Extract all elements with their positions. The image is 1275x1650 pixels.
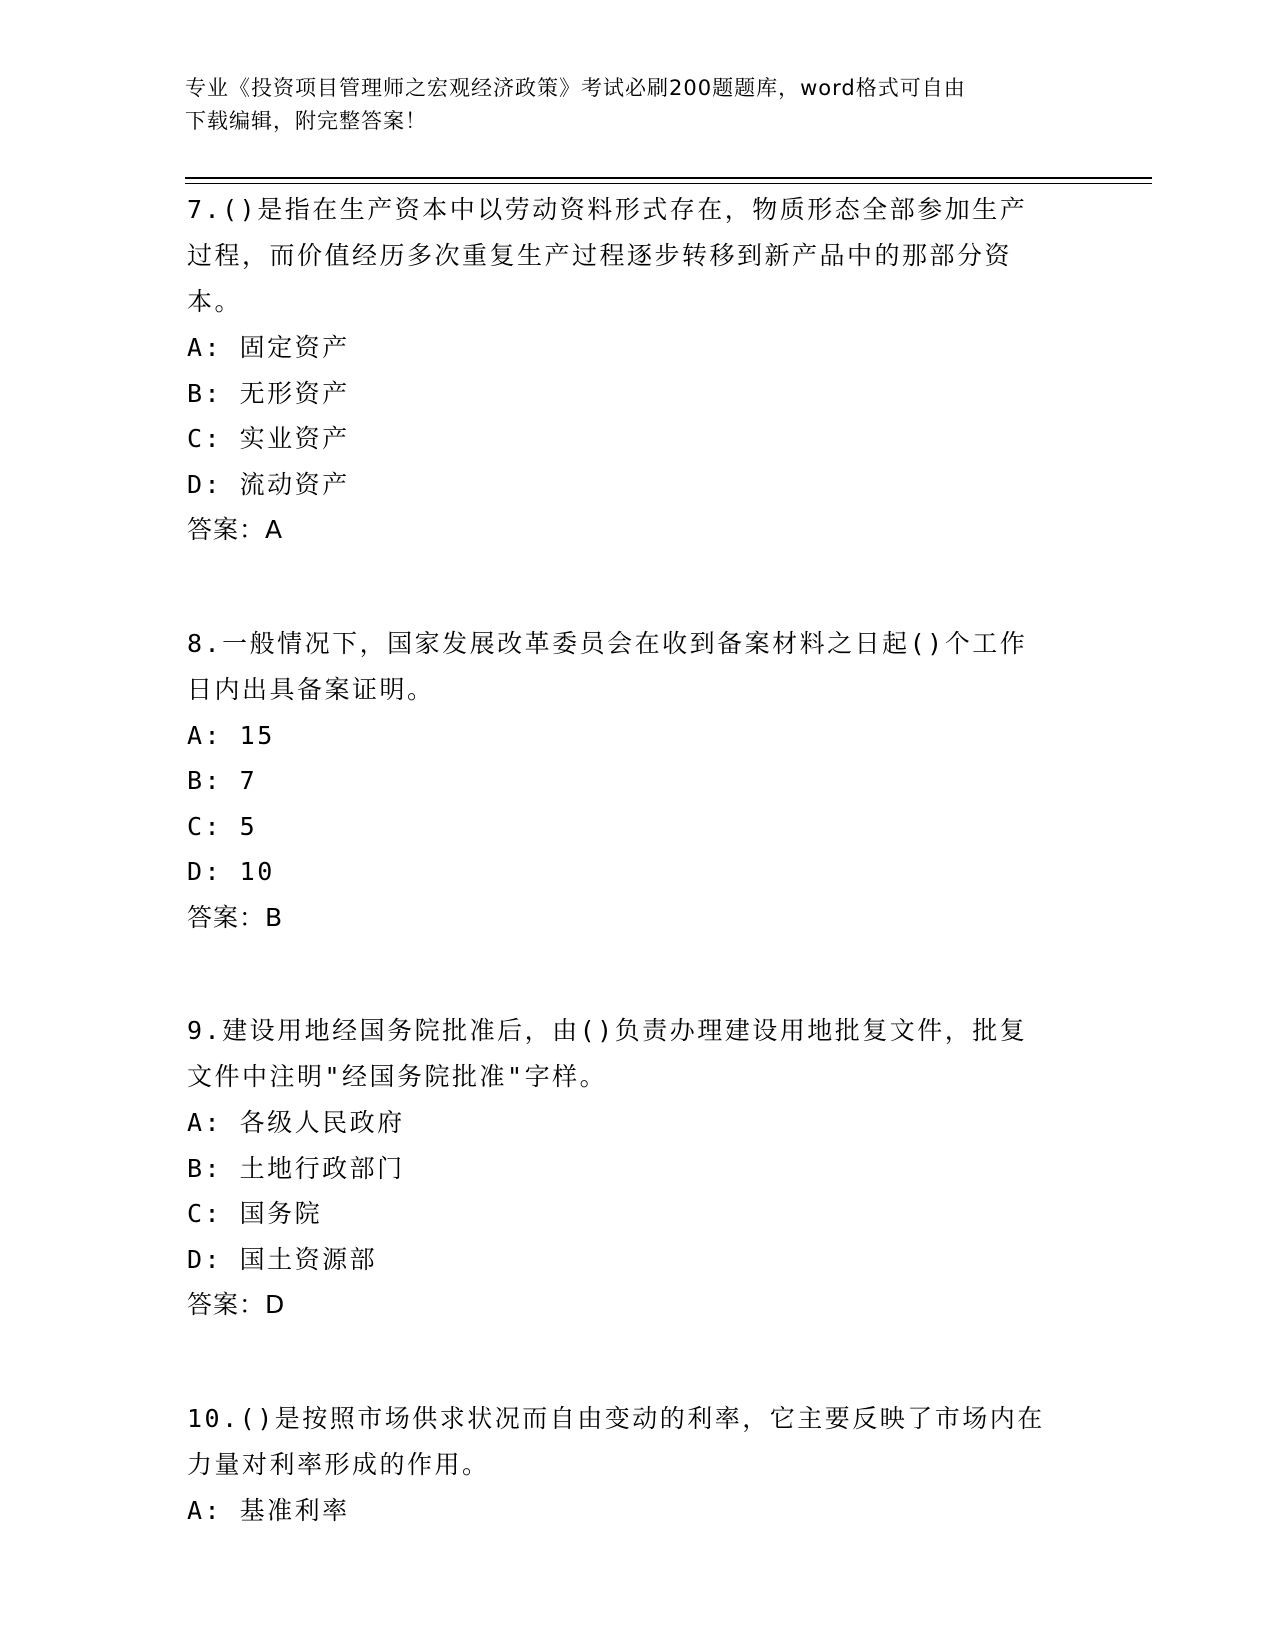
question-stem bbox=[187, 187, 1087, 325]
header-intro-line-2: 下载编辑，附完整答案！ bbox=[185, 109, 427, 133]
stem-line: 本。 bbox=[187, 287, 243, 316]
stem-line: 过程，而价值经历多次重复生产过程逐步转移到新产品中的那部分资 bbox=[187, 241, 1013, 270]
option-b: B: 7 bbox=[187, 766, 258, 795]
question-9 bbox=[187, 1008, 1087, 1328]
stem-line: 7.()是指在生产资本中以劳动资料形式存在，物质形态全部参加生产 bbox=[187, 195, 1028, 224]
option-a: A: 各级人民政府 bbox=[187, 1108, 405, 1137]
header-divider-thin bbox=[185, 183, 1152, 184]
answer-line: 答案：A bbox=[187, 515, 284, 544]
option-d: D: 流动资产 bbox=[187, 469, 350, 499]
answer-line: 答案：D bbox=[187, 1290, 286, 1319]
option-a: A: 基准利率 bbox=[187, 1495, 350, 1525]
option-a: A: 固定资产 bbox=[187, 333, 350, 362]
option-c: C: 国务院 bbox=[187, 1199, 323, 1228]
option-c: C: 5 bbox=[187, 811, 258, 841]
header-intro-line-1: 专业《投资项目管理师之宏观经济政策》考试必刷200题题库，word格式可自由 bbox=[185, 76, 966, 100]
question-stem bbox=[187, 1396, 1087, 1488]
question-stem bbox=[187, 1008, 1087, 1100]
question-8 bbox=[187, 621, 1087, 941]
question-list bbox=[187, 187, 1087, 1533]
question-10 bbox=[187, 1396, 1087, 1534]
option-b: B: 土地行政部门 bbox=[187, 1153, 405, 1183]
option-b: B: 无形资产 bbox=[187, 378, 350, 408]
option-d: D: 国土资源部 bbox=[187, 1244, 378, 1274]
stem-line: 日内出具备案证明。 bbox=[187, 674, 435, 704]
option-a: A: 15 bbox=[187, 720, 275, 750]
question-stem bbox=[187, 621, 1087, 713]
stem-line: 文件中注明"经国务院批准"字样。 bbox=[187, 1062, 608, 1091]
option-d: D: 10 bbox=[187, 857, 275, 886]
answer-line: 答案：B bbox=[187, 902, 284, 932]
stem-line: 10.()是按照市场供求状况而自由变动的利率，它主要反映了市场内在 bbox=[187, 1403, 1045, 1433]
question-7 bbox=[187, 187, 1087, 553]
stem-line: 9.建设用地经国务院批准后，由()负责办理建设用地批复文件，批复 bbox=[187, 1016, 1028, 1045]
stem-line: 8.一般情况下，国家发展改革委员会在收到备案材料之日起()个工作 bbox=[187, 628, 1028, 658]
document-header bbox=[185, 72, 1085, 138]
header-divider-thick bbox=[185, 177, 1152, 179]
stem-line: 力量对利率形成的作用。 bbox=[187, 1449, 490, 1479]
option-c: C: 实业资产 bbox=[187, 424, 350, 453]
